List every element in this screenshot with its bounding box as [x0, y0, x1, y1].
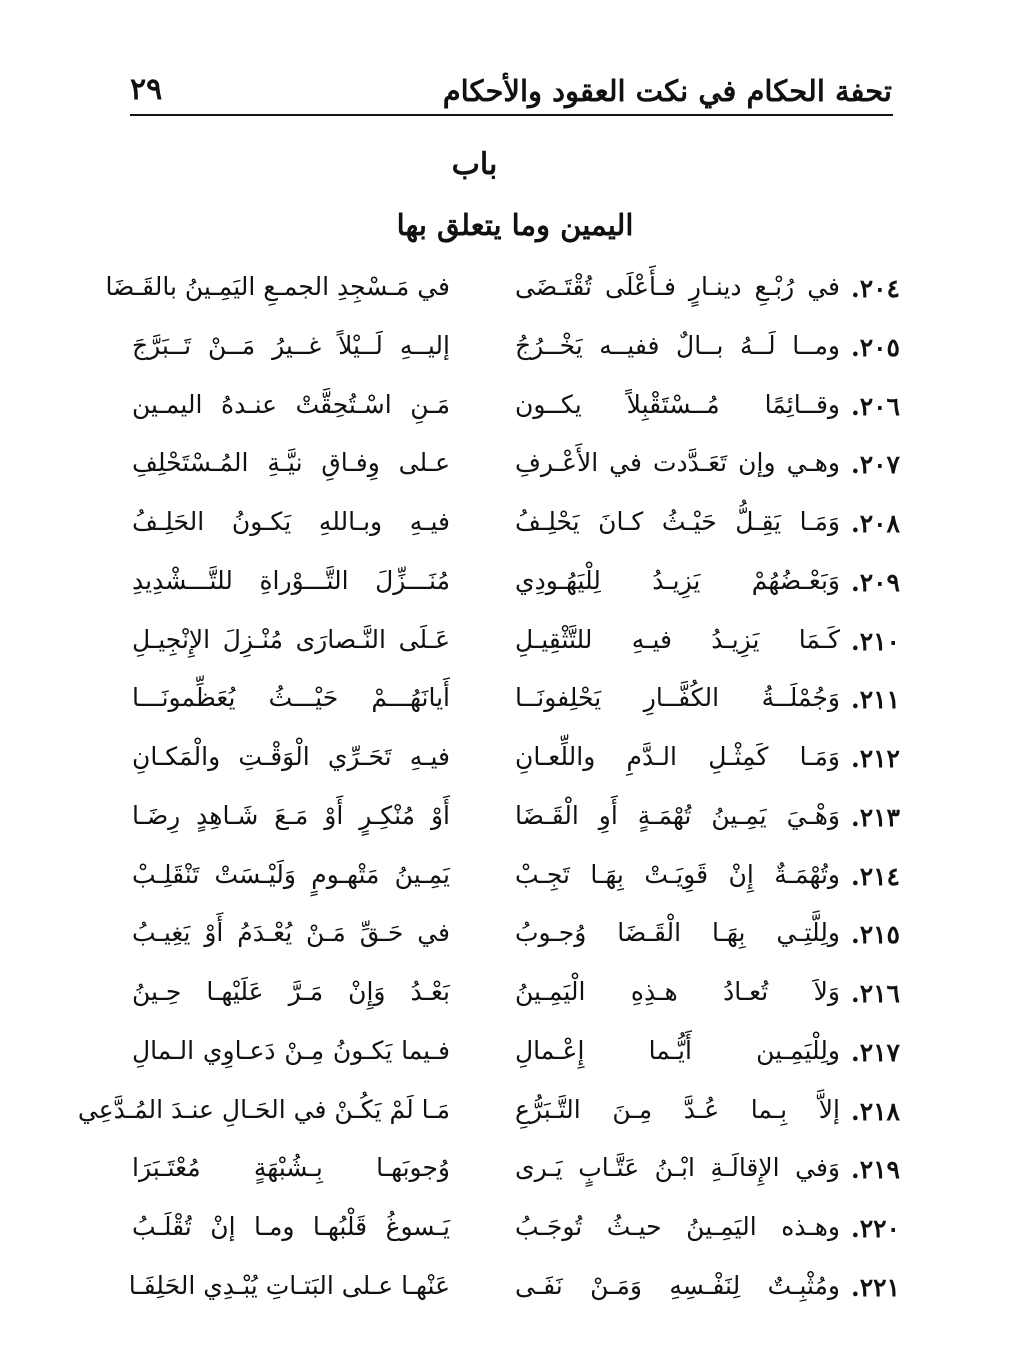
verse-first-hemistich: كَـمَا يَزِيـدُ فيـهِ للتَّثْقِيـلِ: [515, 624, 840, 654]
verse-first-hemistich: وَجُمْلَــةُ الكُفَّــارِ يَحْلِفونَــا: [515, 683, 840, 713]
verse-number: ٢١٢.: [850, 744, 900, 773]
verse-row: [120, 499, 900, 558]
verse-second-hemistich: عـلى وِفـاقِ نيَّـةِ المُـسْتَحْلِفِ: [132, 448, 450, 478]
verse-list: [77, 264, 900, 1322]
verse-second-hemistich: مَـنِ اسْـتُحِقَّتْ عنـدهُ اليمـين: [132, 389, 450, 419]
verse-row: [120, 1028, 900, 1087]
verse-second-hemistich: في حَـقِّ مَـنْ يُعْـدَمُ أَوْ يَغِيـبُ: [132, 918, 450, 948]
verse-number: ٢١٧.: [850, 1037, 900, 1067]
verse-row: [120, 558, 900, 617]
verse-second-hemistich: يَمِـينُ مَتْهـومٍ وَلَيْـسَتْ تَنْقَلِـبْ: [132, 859, 450, 889]
verse-number: ٢٠٥.: [850, 332, 900, 362]
verse-row: [120, 1263, 900, 1322]
verse-first-hemistich: ولِلْيَمِـين أَيُّـما إِعْـمالِ: [515, 1035, 840, 1065]
verse-second-hemistich: مُنَـــزِّلَ التَّـــوْراةِ للتَّـــشْدِيدِ: [132, 565, 450, 595]
verse-row: [120, 910, 900, 969]
verse-first-hemistich: ومُثْبِـتٌ لِنَفْـسِهِ وَمَـنْ نَفَـى: [515, 1270, 840, 1300]
verse-first-hemistich: وَمَـا يَقِـلُّ حَيْـثُ كـانَ يَحْلِـفُ: [515, 507, 840, 536]
verse-first-hemistich: في رُبْـعِ دينـارٍ فـأَعْلَى تُقْتَـضَى: [515, 272, 840, 301]
verse-number: ٢٠٨.: [850, 509, 900, 538]
verse-second-hemistich: أَيانَهُـــمْ حَيْـــثُ يُعَظِّمونَـــا: [132, 683, 450, 713]
verse-second-hemistich: بَعْـدُ وَإِنْ مَـرَّ عَلَيْهـا حِـينُ: [132, 977, 450, 1006]
verse-second-hemistich: في مَـسْجِدِ الجمـعِ اليَمِـينُ بالقَـضَا: [105, 272, 450, 301]
verse-second-hemistich: إليــهِ لَــيْلاً غــيرُ مَــنْ تَــبَرَّجَ: [132, 330, 450, 360]
verse-row: [120, 852, 900, 911]
verse-second-hemistich: وُجوبَهـا بِـشُبْهَةٍ مُعْتَـبَرَا: [132, 1153, 450, 1183]
verse-first-hemistich: وَهْـيَ يَمِـينُ تُهْمَـةٍ أَوِ الْقَـضَا: [515, 800, 840, 830]
verse-first-hemistich: وَفي الإِقالَـةِ ابْـنُ عَتَّـابٍ يَـرى: [515, 1153, 840, 1183]
verse-row: [120, 323, 900, 382]
verse-number: ٢٠٧.: [850, 450, 900, 480]
verse-second-hemistich: أَوْ مُنْكِـرٍ أَوْ مَـعَ شَـاهِدٍ رِضَـا: [132, 800, 450, 830]
verse-first-hemistich: وتُهْمَـةٌ إِنْ قَوِيَـتْ بِهَـا تَجِـبْ: [515, 859, 840, 889]
chapter-label: باب: [451, 147, 498, 182]
verse-number: ٢١٨.: [850, 1096, 900, 1126]
verse-row: [77, 1087, 900, 1146]
header-rule: [130, 114, 893, 116]
verse-first-hemistich: وَبَعْـضُهُمْ يَزِيـدُ لِلْيَهُـودِي: [515, 565, 840, 595]
verse-row: [105, 264, 900, 323]
verse-number: ٢٢١.: [850, 1272, 900, 1302]
verse-row: [120, 382, 900, 441]
verse-first-hemistich: إلاَّ بِـما عُـدَّ مِـنَ التَّـبَرُّعِ: [515, 1094, 840, 1124]
verse-second-hemistich: فيـهِ وبـاللهِ يَكـونُ الحَلِـفُ: [132, 507, 450, 536]
verse-first-hemistich: وهـي وإن تَعَـدَّدت في الأَعْـرفِ: [515, 448, 840, 478]
verse-row: [120, 793, 900, 852]
verse-first-hemistich: وهـذه اليَمِـينُ حيـثُ تُوجَـبُ: [515, 1212, 840, 1241]
book-title: تحفة الحكام في نكت العقود والأحكام: [442, 74, 892, 108]
chapter-title: اليمين وما يتعلق بها: [396, 208, 634, 242]
verse-row: [120, 1204, 900, 1263]
verse-row: [120, 440, 900, 499]
verse-number: ٢١٠.: [850, 626, 900, 656]
verse-row: [120, 617, 900, 676]
verse-row: [120, 734, 900, 793]
verse-row: [120, 675, 900, 734]
verse-number: ٢١٦.: [850, 979, 900, 1008]
verse-number: ٢٠٦.: [850, 391, 900, 421]
verse-first-hemistich: وَمَـا كَمِثْـلِ الـدَّمِ واللِّعـانِ: [515, 742, 840, 771]
verse-number: ٢١٥.: [850, 920, 900, 950]
verse-number: ٢١٩.: [850, 1155, 900, 1185]
verse-number: ٢٠٤.: [850, 274, 900, 303]
verse-first-hemistich: ومــا لَــهُ بــالٌ ففيــه يَخْــرُجُ: [515, 330, 840, 360]
verse-row: [120, 1145, 900, 1204]
verse-first-hemistich: وَلاَ تُعـادُ هـذِهِ الْيَمِـينُ: [515, 977, 840, 1006]
verse-second-hemistich: عَـلَى النَّـصارَى مُنْـزِلَ الإِنْجِيـلِ: [132, 624, 450, 654]
verse-number: ٢١٤.: [850, 861, 900, 891]
verse-row: [120, 969, 900, 1028]
verse-number: ٢١١.: [850, 685, 900, 715]
verse-number: ٢٢٠.: [850, 1214, 900, 1243]
page-number: ٢٩: [130, 72, 163, 107]
verse-second-hemistich: فـيما يَكـونُ مِـنْ دَعـاوِي الـمالِ: [132, 1035, 450, 1065]
verse-number: ٢٠٩.: [850, 567, 900, 597]
verse-second-hemistich: يَـسوغُ قَلْبُهـا ومـا إنْ تُقْلَـبُ: [132, 1212, 450, 1241]
verse-second-hemistich: عَنْهـا عـلى البَتـاتِ يُبْـدِي الحَلِفَـا: [128, 1270, 450, 1300]
verse-first-hemistich: وقــائِمًا مُــسْتَقْبِلاً يكــون: [515, 389, 840, 419]
verse-second-hemistich: مَـا لَمْ يَكُـنْ في الحَـالِ عنـدَ المُـدَّعِي: [77, 1094, 450, 1124]
verse-second-hemistich: فيـهِ تَحَـرِّي الْوَقْـتِ والْمَكـانِ: [132, 742, 450, 771]
verse-number: ٢١٣.: [850, 802, 900, 832]
verse-first-hemistich: ولِلَّتِـي بِهَـا الْقَـضَا وُجـوبُ: [515, 918, 840, 948]
running-header: [130, 70, 892, 116]
